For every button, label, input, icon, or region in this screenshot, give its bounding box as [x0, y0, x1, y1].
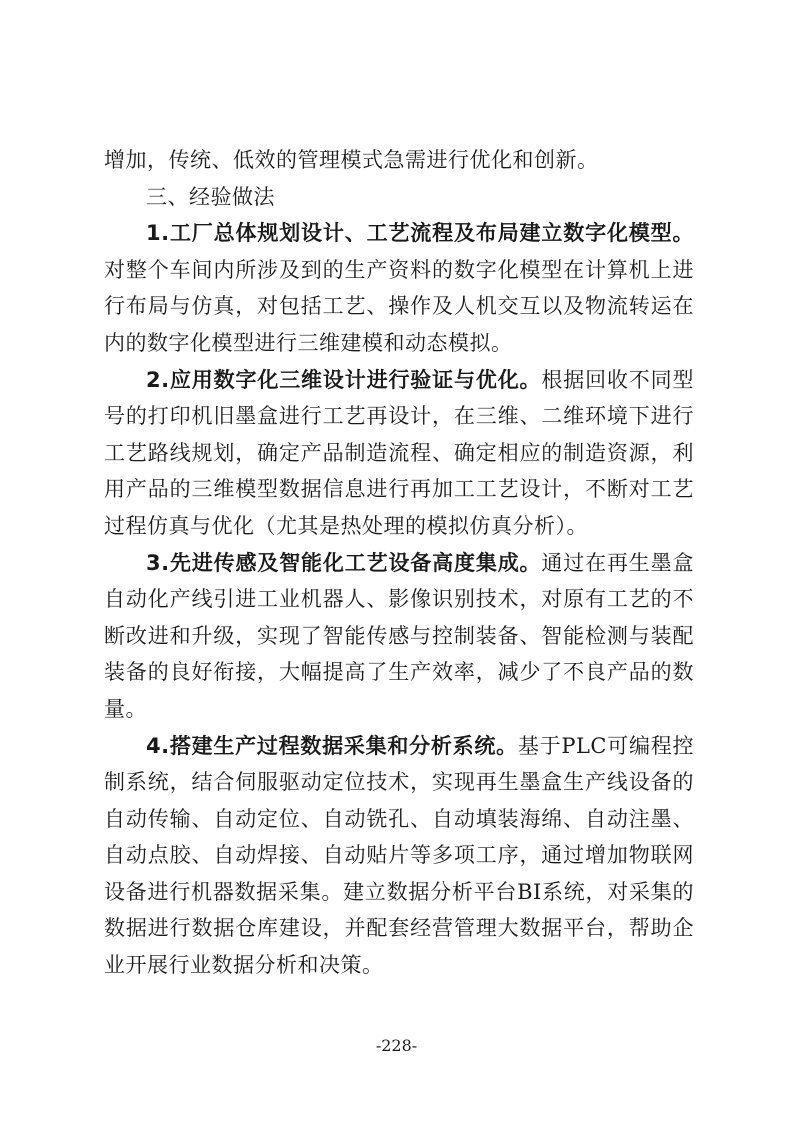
list-item-3 — [104, 545, 694, 728]
item-text: 根据回收不同型号的打印机旧墨盒进行工艺再设计，在三维、二维环境下进行工艺路线规划，确定产品制造流程、确定相应的制造资源，利用产品的三维模型数据信息进行再加工工艺设计，不断对工艺过程仿真与优化（尤其是热处理的模拟仿真分析）。 — [104, 367, 695, 538]
list-item-4 — [104, 728, 694, 984]
list-item-1 — [104, 215, 694, 361]
item-lead: 1.工厂总体规划设计、工艺流程及布局建立数字化模型。 — [146, 221, 694, 246]
section-heading-text: 三、经验做法 — [146, 184, 275, 209]
item-text: 基于PLC可编程控制系统，结合伺服驱动定位技术，实现再生墨盒生产线设备的自动传输、自动定位、自动铣孔、自动填装海绵、自动注墨、自动点胶、自动焊接、自动贴片等多项工序，通过增加物联网设备进行机器数据采集。建立数据分析平台BI系统，对采集的数据进行数据仓库建设，并配套经营管理大数据平台，帮助企业开展行业数据分析和决策。 — [104, 733, 694, 978]
page-number: -228- — [375, 1036, 418, 1055]
paragraph-text: 增加，传统、低效的管理模式急需进行优化和创新。 — [104, 148, 599, 172]
item-text: 对整个车间内所涉及到的生产资料的数字化模型在计算机上进行布局与仿真，对包括工艺、操作及人机交互以及物流转运在内的数字化模型进行三维建模和动态模拟。 — [104, 257, 694, 355]
item-lead: 3.先进传感及智能化工艺设备高度集成。 — [146, 550, 542, 575]
continuation-paragraph — [104, 142, 694, 179]
body-text — [104, 142, 694, 984]
item-lead: 2.应用数字化三维设计进行验证与优化。 — [146, 367, 542, 392]
section-heading — [104, 179, 694, 216]
item-text: 通过在再生墨盒自动化产线引进工业机器人、影像识别技术，对原有工艺的不断改进和升级，实现了智能传感与控制装备、智能检测与装配装备的良好衔接，大幅提高了生产效率，减少了不良产品的数量。 — [104, 550, 695, 721]
item-lead: 4.搭建生产过程数据采集和分析系统。 — [146, 733, 518, 758]
list-item-2 — [104, 362, 694, 545]
